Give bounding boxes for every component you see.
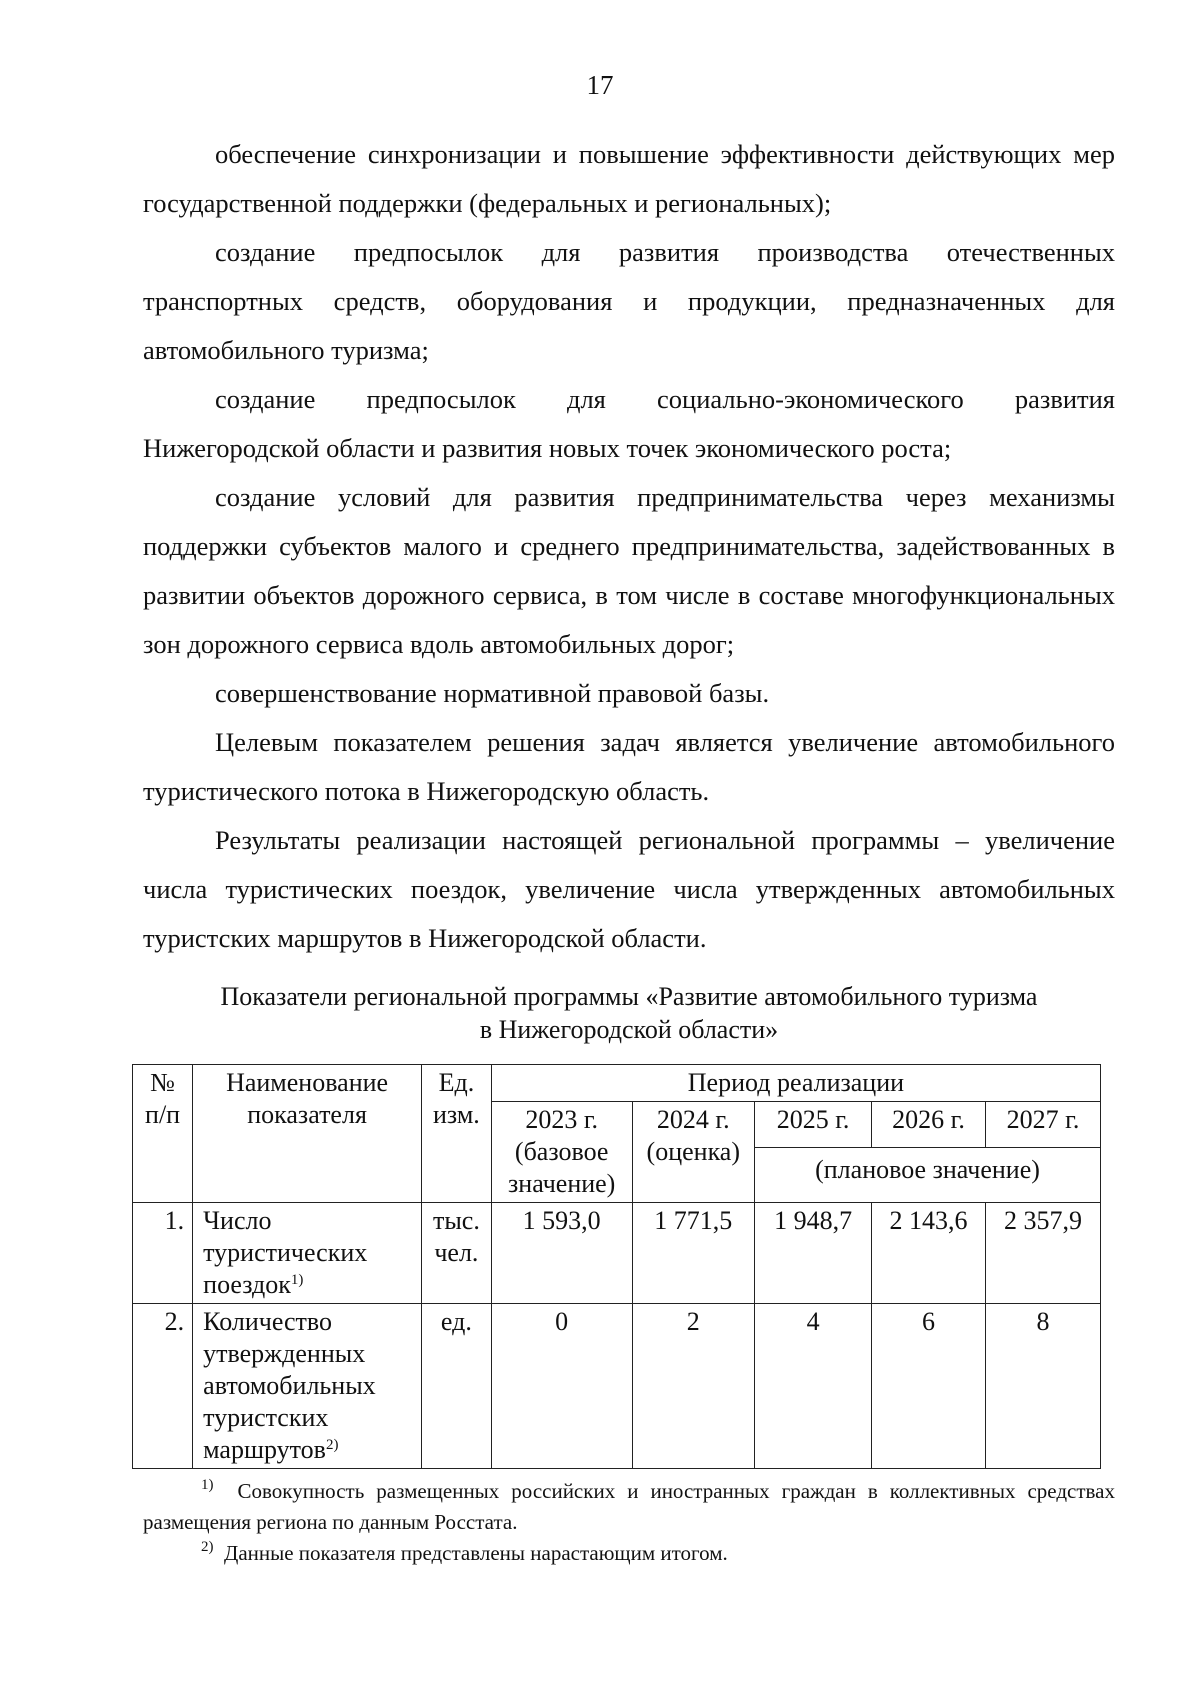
table-row	[133, 1304, 1101, 1469]
value-2027: 8	[985, 1304, 1100, 1469]
footnote-mark: 1)	[201, 1477, 214, 1493]
row-number: 2.	[133, 1304, 193, 1469]
table-header-row	[133, 1065, 1101, 1102]
indicator-name	[193, 1203, 422, 1304]
paragraph: Целевым показателем решения задач является увеличение автомобильного туристического потока в Нижегородскую область.	[143, 727, 1115, 806]
indicator-name-text: маршрутов	[203, 1435, 326, 1464]
base-value-note: значение)	[508, 1169, 616, 1198]
planned-value-note: (плановое значение)	[755, 1147, 1101, 1202]
value-2024: 2	[632, 1304, 754, 1469]
estimate-note: (оценка)	[646, 1137, 741, 1166]
indicator-name-line: туристических	[203, 1238, 368, 1267]
paragraph: создание предпосылок для развития производства отечественных транспортных средств, оборудования и продукции, предназначенных для автомобильного туризма;	[143, 237, 1115, 365]
header-number-line: №	[150, 1068, 175, 1097]
unit-line: ед.	[440, 1307, 472, 1336]
value-2026: 2 143,6	[872, 1203, 986, 1304]
table-row	[133, 1203, 1101, 1304]
header-year-2024	[632, 1102, 754, 1203]
header-indicator-name	[193, 1065, 422, 1203]
header-unit	[421, 1065, 491, 1203]
header-name-line: Наименование	[226, 1068, 389, 1097]
footnote-mark: 2)	[201, 1539, 214, 1555]
footnote-mark: 1)	[290, 1272, 304, 1288]
value-2025: 1 948,7	[755, 1203, 872, 1304]
year-label: 2023 г.	[525, 1105, 599, 1134]
unit-line: чел.	[434, 1238, 479, 1267]
footnote-mark: 2)	[325, 1437, 339, 1453]
footnotes	[143, 1476, 1115, 1569]
table-caption-line: в Нижегородской области»	[479, 1015, 779, 1044]
paragraph: создание предпосылок для социально-экономического развития Нижегородской области и развития новых точек экономического роста;	[143, 384, 1115, 463]
table-caption	[143, 980, 1115, 1046]
footnote	[143, 1476, 1115, 1538]
indicator-name-line	[203, 1269, 417, 1301]
header-name-line: показателя	[247, 1100, 367, 1129]
indicator-name-line: Количество	[203, 1307, 333, 1336]
indicators-table	[132, 1064, 1101, 1469]
header-unit-line: Ед.	[438, 1068, 475, 1097]
page-number: 17	[586, 70, 614, 100]
footnote-text: Совокупность размещенных российских и иностранных граждан в коллективных средствах размещения региона по данным Росстата.	[143, 1479, 1115, 1534]
paragraph: совершенствование нормативной правовой базы.	[215, 678, 770, 708]
value-2023: 1 593,0	[491, 1203, 632, 1304]
indicator-name	[193, 1304, 422, 1469]
header-unit-line: изм.	[433, 1100, 480, 1129]
header-year-2023	[491, 1102, 632, 1203]
header-year-2027: 2027 г.	[985, 1102, 1100, 1148]
header-period: Период реализации	[491, 1065, 1100, 1102]
indicator-name-line	[203, 1434, 417, 1466]
paragraph: создание условий для развития предпринимательства через механизмы поддержки субъектов малого и среднего предпринимательства, задействованных в развитии объектов дорожного сервиса, в том числе в составе многофункциональных зон дорожного сервиса вдоль автомобильных дорог;	[143, 482, 1115, 659]
indicator-name-line: утвержденных	[203, 1339, 366, 1368]
header-year-2025: 2025 г.	[755, 1102, 872, 1148]
header-year-2026: 2026 г.	[872, 1102, 986, 1148]
year-label: 2024 г.	[656, 1105, 730, 1134]
base-value-note: (базовое	[514, 1137, 609, 1166]
unit-line: тыс.	[432, 1206, 480, 1235]
paragraph: Результаты реализации настоящей региональной программы – увеличение числа туристических поездок, увеличение числа утвержденных автомобильных туристских маршрутов в Нижегородской области.	[143, 825, 1115, 953]
value-2024: 1 771,5	[632, 1203, 754, 1304]
paragraph: обеспечение синхронизации и повышение эффективности действующих мер государственной поддержки (федеральных и региональных);	[143, 139, 1115, 218]
indicator-name-line: туристских	[203, 1403, 329, 1432]
indicator-name-line: Число	[203, 1206, 272, 1235]
row-number: 1.	[133, 1203, 193, 1304]
value-2026: 6	[872, 1304, 986, 1469]
body-text	[143, 130, 1115, 963]
unit-cell	[421, 1203, 491, 1304]
table-caption-line: Показатели региональной программы «Развитие автомобильного туризма	[220, 982, 1038, 1011]
footnote-text: Данные показателя представлены нарастающим итогом.	[224, 1541, 728, 1565]
indicator-name-line: автомобильных	[203, 1371, 376, 1400]
footnote	[143, 1538, 1115, 1569]
indicator-name-text: поездок	[203, 1270, 291, 1299]
unit-cell	[421, 1304, 491, 1469]
value-2025: 4	[755, 1304, 872, 1469]
header-number-line: п/п	[145, 1100, 181, 1129]
header-number	[133, 1065, 193, 1203]
value-2027: 2 357,9	[985, 1203, 1100, 1304]
value-2023: 0	[491, 1304, 632, 1469]
